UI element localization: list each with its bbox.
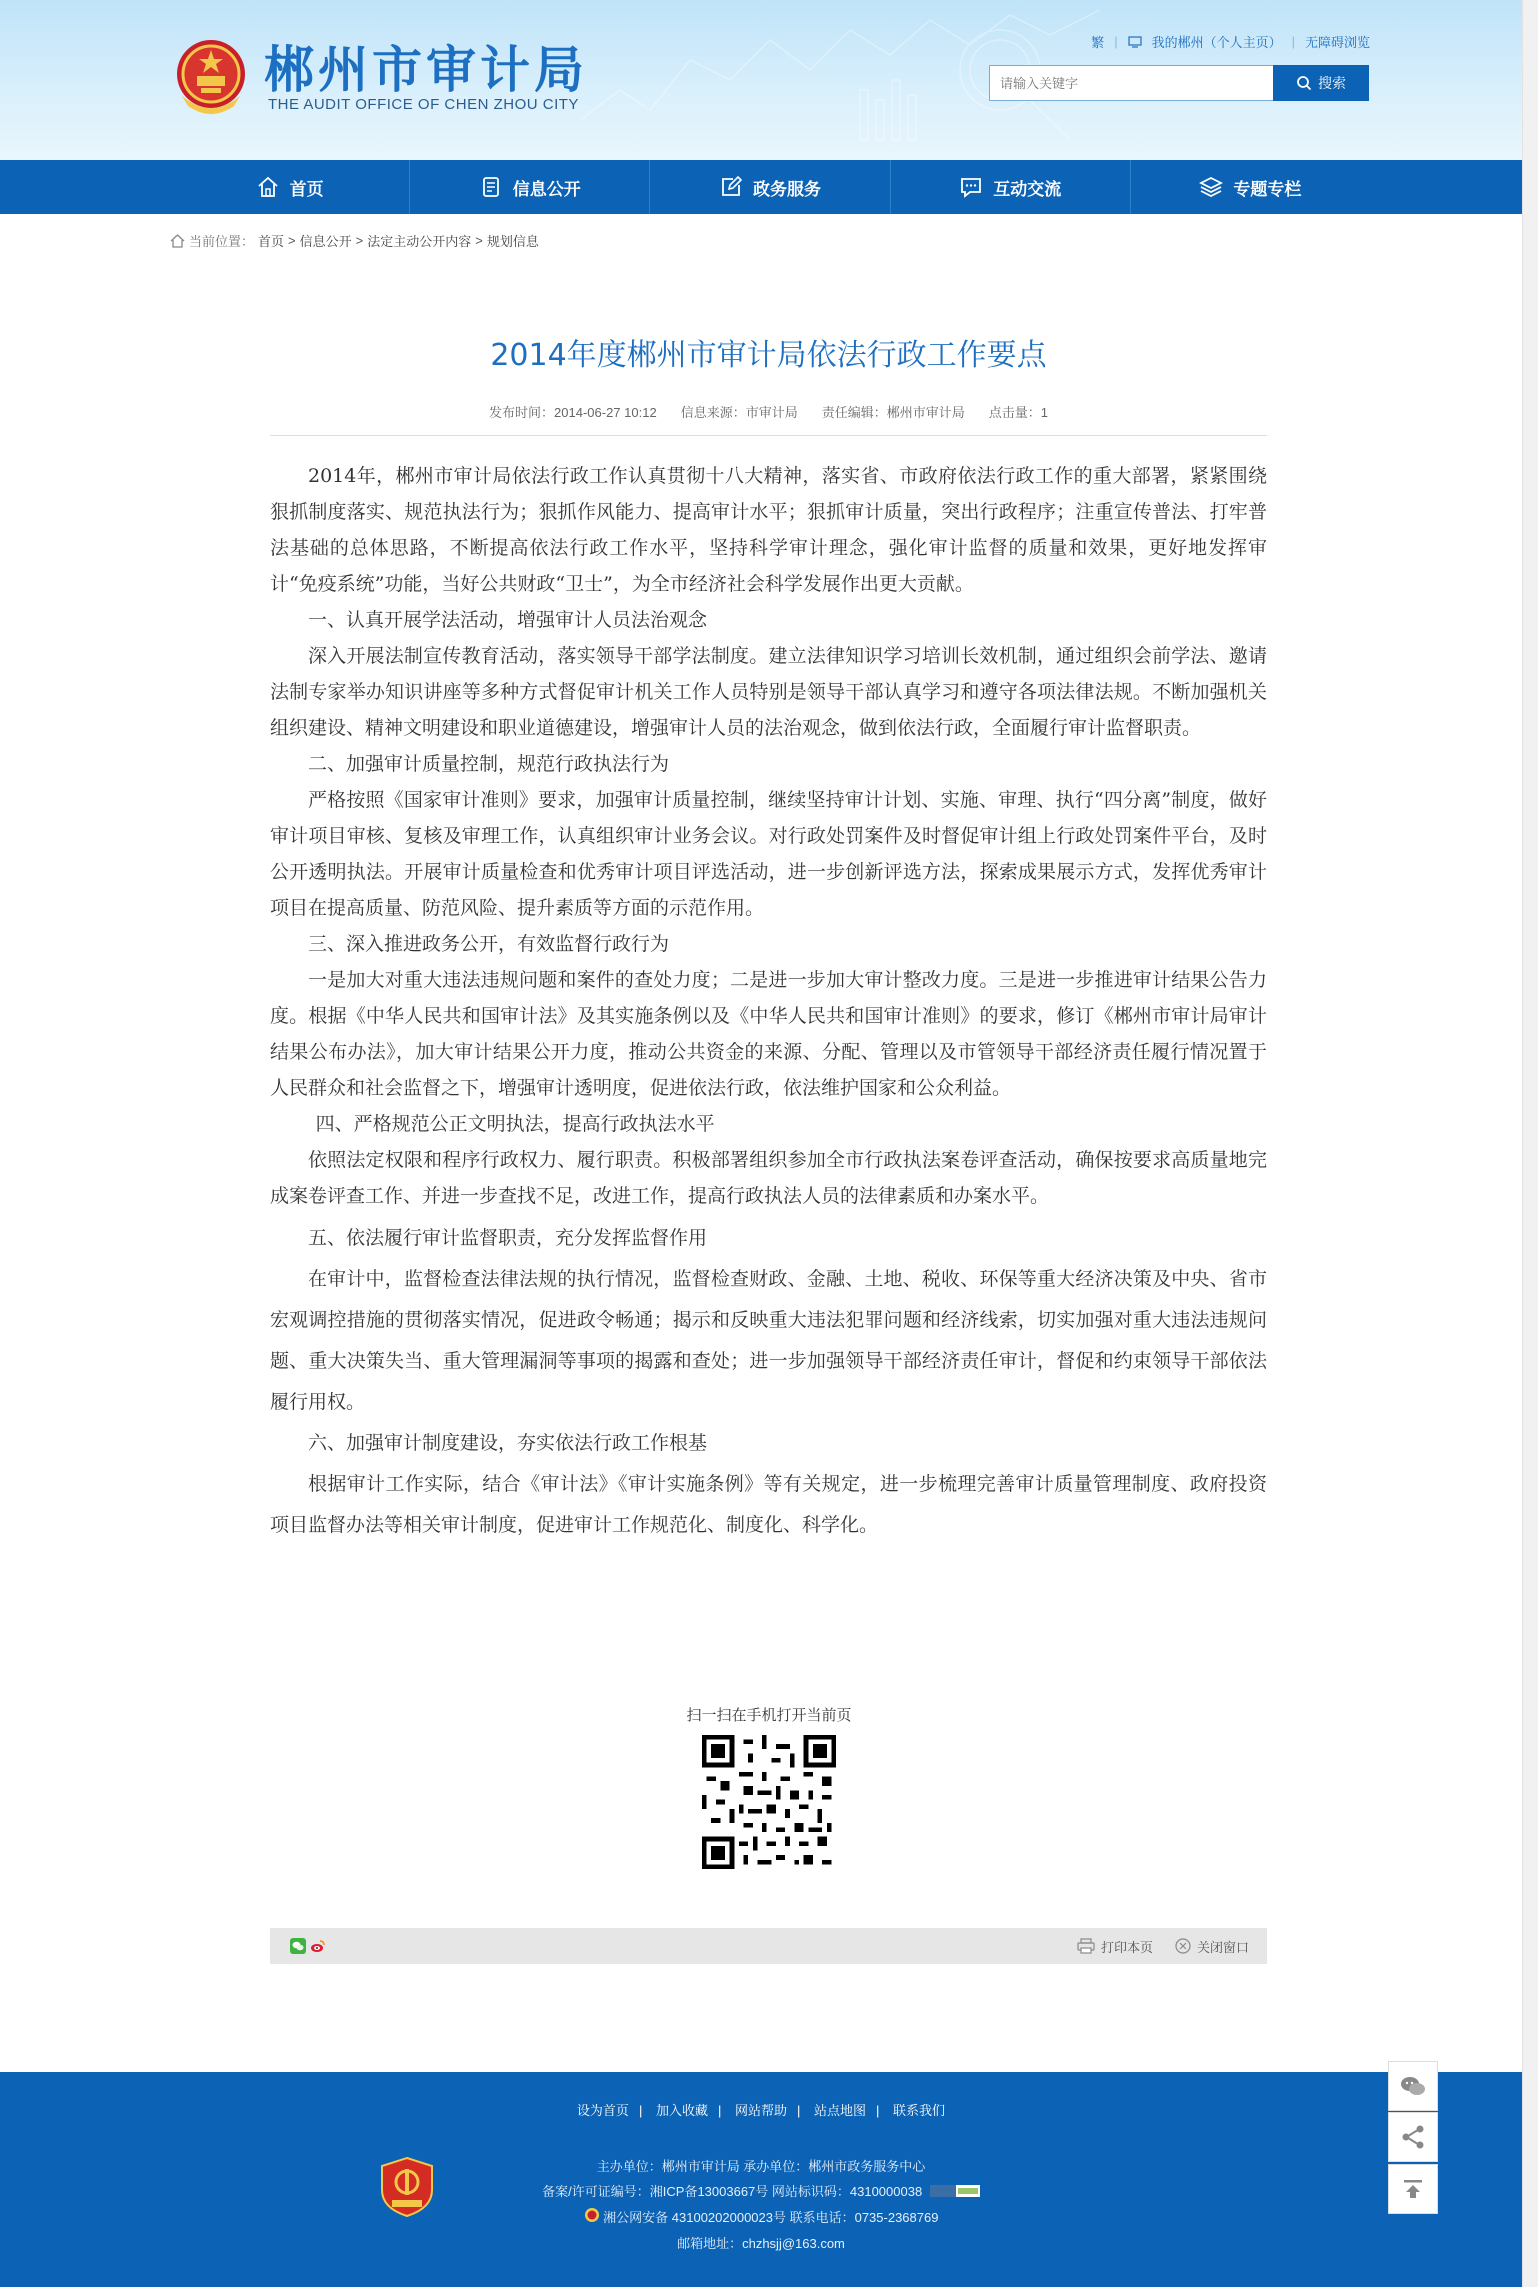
link-separator: | [1114,34,1118,49]
breadcrumb-separator: > [355,233,364,248]
section-heading: 三、深入推进政务公开，有效监督行政行为 [308,933,670,955]
breadcrumb [170,231,539,250]
qr-section [650,1704,888,1874]
paragraph: 依照法定权限和程序行政权力、履行职责。积极部署组织参加全市行政执法案卷评查活动，确保按要求高质量地完成案卷评查工作、并进一步查找不足，改进工作，提高行政执法人员的法律素质和办案水平。 [270,1149,1267,1207]
breadcrumb-prefix: 当前位置： [189,234,255,249]
top-links [1091,32,1370,51]
close-label: 关闭窗口 [1196,1939,1249,1955]
share-icon [1400,2124,1426,2150]
footer-links [0,2100,1522,2119]
site-title: 郴州市审计局 [264,41,588,99]
site-help-link[interactable]: 网站帮助 [734,2103,787,2118]
wechat-share-icon[interactable] [290,1938,306,1954]
section-heading: 四、严格规范公正文明执法，提高行政执法水平 [315,1113,715,1135]
nav-item-interaction[interactable] [891,160,1131,214]
article-meta [270,402,1267,421]
search-button[interactable] [1273,65,1369,101]
contact-us-link[interactable]: 联系我们 [893,2103,946,2118]
link-separator: | [797,2103,801,2118]
chat-icon [959,175,983,199]
paragraph: 2014年，郴州市审计局依法行政工作认真贯彻十八大精神，落实省、市政府依法行政工作的重大部署，紧紧围绕狠抓制度落实、规范执法行为；狠抓作风能力、提高审计水平；狠抓审计质量，突出行政程序；注重宣传普法、打牢普法基础的总体思路，不断提高依法行政工作水平，坚持科学审计理念，强化审计监督的质量和效果，更好地发挥审计“免疫系统”功能，当好公共财政“卫士”，为全市经济社会科学发展作出更大贡献。 [270,465,1267,595]
section-heading: 六、加强审计制度建设，夯实依法行政工作根基 [308,1432,708,1454]
close-window-button[interactable] [1175,1937,1249,1956]
paragraph: 在审计中，监督检查法律法规的执行情况，监督检查财政、金融、土地、税收、环保等重大经济决策及中央、省市宏观调控措施的贯彻落实情况，促进政令畅通；揭示和反映重大违法犯罪问题和经济线索，切实加强对重大违法违规问题、重大决策失当、重大管理漏洞等事项的揭露和查处；进一步加强领导干部经济责任审计，督促和约束领导干部依法履行用权。 [270,1268,1267,1413]
breadcrumb-separator: > [475,233,483,248]
breadcrumb-separator: > [288,233,296,248]
article-title: 2014年度郴州市审计局依法行政工作要点 [490,338,1047,373]
back-to-top-button[interactable] [1388,2164,1438,2214]
set-homepage-link[interactable]: 设为首页 [576,2103,629,2118]
nav-item-special-topics[interactable] [1131,160,1370,214]
site-map-link[interactable]: 站点地图 [814,2103,867,2118]
page-scrollbar[interactable] [1522,0,1538,2287]
cnzz-badge-icon[interactable] [930,2180,980,2205]
breadcrumb-item[interactable]: 规划信息 [486,234,539,249]
section-heading: 一、认真开展学法活动，增强审计人员法治观念 [308,609,708,631]
nav-item-info-disclosure[interactable] [410,160,650,214]
layers-icon [1199,175,1223,199]
article-body [270,458,1267,1546]
paragraph: 根据审计工作实际，结合《审计法》《审计实施条例》等有关规定，进一步梳理完善审计质量管理制度、政府投资项目监督办法等相关审计制度，促进审计工作规范化、制度化、科学化。 [270,1473,1267,1536]
wechat-icon [1399,2074,1427,2098]
footer-info [0,2154,1522,2256]
my-chenzhou-link[interactable]: 我的郴州（个人主页） [1151,35,1282,50]
breadcrumb-item[interactable]: 法定主动公开内容 [367,234,472,249]
link-separator: | [1291,34,1295,49]
add-favorite-link[interactable]: 加入收藏 [655,2103,708,2118]
nav-item-label: 信息公开 [512,179,581,199]
home-icon [256,175,280,199]
national-emblem-logo [172,34,250,118]
section-heading: 二、加强审计质量控制，规范行政执法行为 [308,753,670,775]
footer-email: 邮箱地址：chzhsjj@163.com [677,2236,845,2252]
home-icon [170,234,185,248]
paragraph: 严格按照《国家审计准则》要求，加强审计质量控制，继续坚持审计计划、实施、审理、执行“四分离”制度，做好审计项目审核、复核及审理工作，认真组织审计业务会议。对行政处罚案件及时督促审计组上行政处罚案件平台，及时公开透明执法。开展审计质量检查和优秀审计项目评选活动，进一步创新评选方法，探索成果展示方式，发挥优秀审计项目在提高质量、防范风险、提升素质等方面的示范作用。 [270,789,1267,919]
breadcrumb-item[interactable]: 首页 [258,234,285,249]
police-badge-icon [584,2206,600,2231]
monitor-icon [1128,36,1142,48]
footer-organizer: 主办单位：郴州市审计局 承办单位：郴州市政务服务中心 [596,2159,926,2174]
edit-icon [719,175,743,199]
document-icon [479,175,503,199]
qr-caption: 扫一扫在手机打开当前页 [686,1707,852,1724]
traditional-chinese-link[interactable]: 繁 [1091,35,1105,50]
toolbar-actions [1077,1937,1267,1956]
nav-item-label: 首页 [289,179,324,199]
click-count: 点击量：1 [988,405,1048,420]
nav-item-label: 专题专栏 [1233,179,1302,199]
wechat-float-button[interactable] [1388,2061,1438,2111]
close-icon [1175,1938,1191,1954]
printer-icon [1077,1938,1095,1954]
footer-registration [0,2179,1522,2205]
nav-item-label: 政务服务 [753,179,821,199]
title-divider [270,435,1267,436]
link-separator: | [876,2103,880,2118]
weibo-share-icon[interactable] [310,1938,326,1954]
main-nav [0,160,1522,214]
nav-item-government-service[interactable] [650,160,890,214]
search-icon [1296,75,1312,91]
site-subtitle: THE AUDIT OFFICE OF CHEN ZHOU CITY [268,96,579,113]
publish-time: 发布时间：2014-06-27 10:12 [489,405,657,420]
article [270,330,1267,1546]
search-button-label: 搜索 [1318,75,1346,91]
share-buttons [270,1938,326,1954]
breadcrumb-item[interactable]: 信息公开 [299,234,352,249]
share-float-button[interactable] [1388,2112,1438,2162]
link-separator: | [717,2103,722,2118]
print-button[interactable] [1077,1937,1153,1956]
paragraph: 一是加大对重大违法违规问题和案件的查处力度；二是进一步加大审计整改力度。三是进一步推进审计结果公告力度。根据《中华人民共和国审计法》及其实施条例以及《中华人民共和国审计准则》的要求，修订《郴州市审计局审计结果公布办法》，加大审计结果公开力度，推动公共资金的来源、分配、管理以及市管领导干部经济责任履行情况置于人民群众和社会监督之下，增强审计透明度，促进依法行政，依法维护国家和公众利益。 [270,969,1267,1099]
info-source: 信息来源：市审计局 [680,405,798,420]
article-toolbar [270,1928,1267,1964]
footer-police-record [0,2205,1522,2231]
arrow-up-to-top-icon [1401,2177,1425,2201]
search-box [989,65,1369,101]
paragraph: 深入开展法制宣传教育活动，落实领导干部学法制度。建立法律知识学习培训长效机制，通过组织会前学法、邀请法制专家举办知识讲座等多种方式督促审计机关工作人员特别是领导干部认真学习和遵守各项法律法规。不断加强机关组织建设、精神文明建设和职业道德建设，增强审计人员的法治观念，做到依法行政，全面履行审计监督职责。 [270,645,1267,739]
link-separator: | [638,2103,643,2118]
section-heading: 五、依法履行审计监督职责，充分发挥监督作用 [308,1227,708,1249]
nav-item-home[interactable] [170,160,410,214]
qr-code-image [702,1735,836,1869]
site-header [0,0,1522,160]
footer-icp[interactable]: 备案/许可证编号：湘ICP备13003667号 网站标识码：4310000038 [542,2184,923,2199]
nav-item-label: 互动交流 [993,179,1062,199]
footer-police-text[interactable]: 湘公网安备 43100202000023号 联系电话：0735-2368769 [603,2210,939,2226]
responsible-editor: 责任编辑：郴州市审计局 [821,405,965,420]
search-input[interactable] [989,65,1291,101]
accessibility-link[interactable]: 无障碍浏览 [1304,35,1370,50]
site-footer [0,2072,1522,2287]
print-label: 打印本页 [1100,1939,1153,1955]
